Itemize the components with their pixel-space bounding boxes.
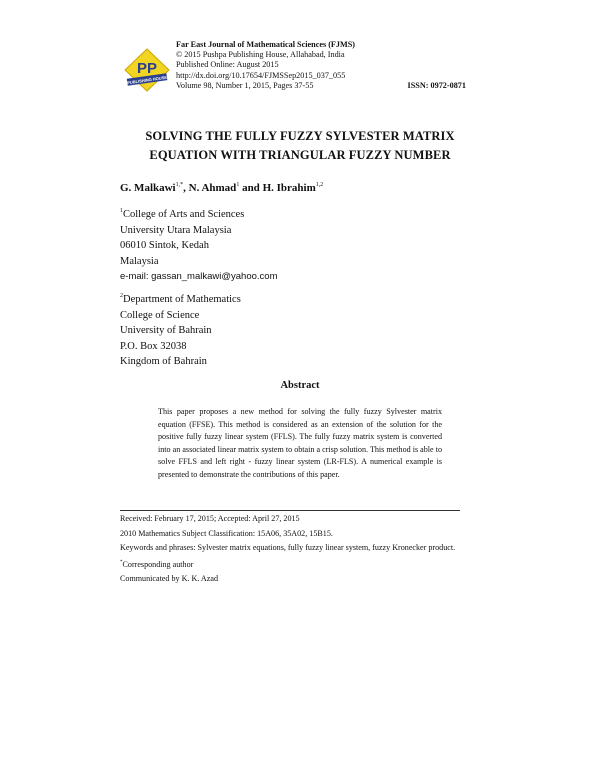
affiliation-2 — [120, 289, 241, 370]
published-line: Published Online: August 2015 — [176, 60, 279, 70]
author-affiliation-mark: 1 — [236, 182, 240, 188]
title-line-2: EQUATION WITH TRIANGULAR FUZZY NUMBER — [149, 148, 451, 162]
corresponding-author-note: *Corresponding author — [120, 559, 194, 569]
paper-title — [100, 127, 500, 165]
affiliation-line: Malaysia — [120, 255, 159, 267]
affiliation-line: University Utara Malaysia — [120, 224, 232, 236]
email-address[interactable]: e-mail: gassan_malkawi@yahoo.com — [120, 271, 278, 283]
subject-classification: 2010 Mathematics Subject Classification: 15A06, 35A02, 15B15. — [120, 528, 333, 538]
footnotes — [120, 513, 462, 588]
doi-link[interactable]: http://dx.doi.org/10.17654/FJMSSep2015_037_055 — [176, 70, 346, 80]
author-separator: and — [239, 182, 263, 194]
communicated-by: Communicated by K. K. Azad — [120, 574, 219, 584]
author-affiliation-mark: 1,* — [175, 182, 184, 188]
affiliation-mark: 2 — [120, 293, 123, 299]
keywords: Keywords and phrases: Sylvester matrix equations, fully fuzzy linear system, fuzzy Kronecker product. — [120, 543, 456, 553]
affiliation-line: 06010 Sintok, Kedah — [120, 240, 209, 252]
author-name: H. Ibrahim — [262, 182, 316, 194]
author-name: G. Malkawi — [120, 182, 176, 194]
journal-header — [124, 40, 466, 92]
publisher-logo — [124, 48, 170, 92]
volume-line: Volume 98, Number 1, 2015, Pages 37-55 — [176, 80, 314, 90]
footnote-divider — [120, 510, 460, 511]
affiliation-line: Department of Mathematics — [123, 294, 241, 305]
abstract-text: This paper proposes a new method for solving the fully fuzzy Sylvester matrix equation (FFSE). This method is considered as an extension of the solution for the positive fully fuzzy linear system (FFLS). The fully fuzzy matrix system is converted into an associated linear matrix system to obtain a crisp solution. This method is able to solve FFLS and left right - fuzzy linear system (LR-FLS). A numerical example is presented to demonstrate the contributions of this paper. — [158, 407, 442, 479]
received-accepted-dates: Received: February 17, 2015; Accepted: April 27, 2015 — [120, 514, 300, 523]
author-name: N. Ahmad — [188, 182, 237, 194]
affiliation-line: University of Bahrain — [120, 325, 212, 337]
svg-text:PUBLISHING HOUSE: PUBLISHING HOUSE — [126, 74, 168, 86]
abstract-heading: Abstract — [280, 380, 320, 391]
svg-text:PP: PP — [136, 60, 158, 77]
corresponding-mark: * — [120, 559, 123, 565]
journal-name: Far East Journal of Mathematical Sciences (FJMS) — [176, 40, 356, 49]
issn: ISSN: 0972-0871 — [407, 81, 466, 90]
affiliation-line: College of Arts and Sciences — [123, 209, 245, 220]
affiliation-line: College of Science — [120, 309, 200, 321]
title-line-1: SOLVING THE FULLY FUZZY SYLVESTER MATRIX — [145, 129, 455, 143]
author-separator: , — [183, 182, 189, 194]
affiliation-line: Kingdom of Bahrain — [120, 356, 207, 368]
affiliation-line: P.O. Box 32038 — [120, 340, 187, 352]
author-list — [120, 182, 323, 194]
copyright-line: © 2015 Pushpa Publishing House, Allahabad, India — [176, 50, 345, 60]
author-affiliation-mark: 1,2 — [315, 182, 324, 188]
affiliation-mark: 1 — [120, 208, 123, 214]
affiliation-1 — [120, 204, 278, 285]
